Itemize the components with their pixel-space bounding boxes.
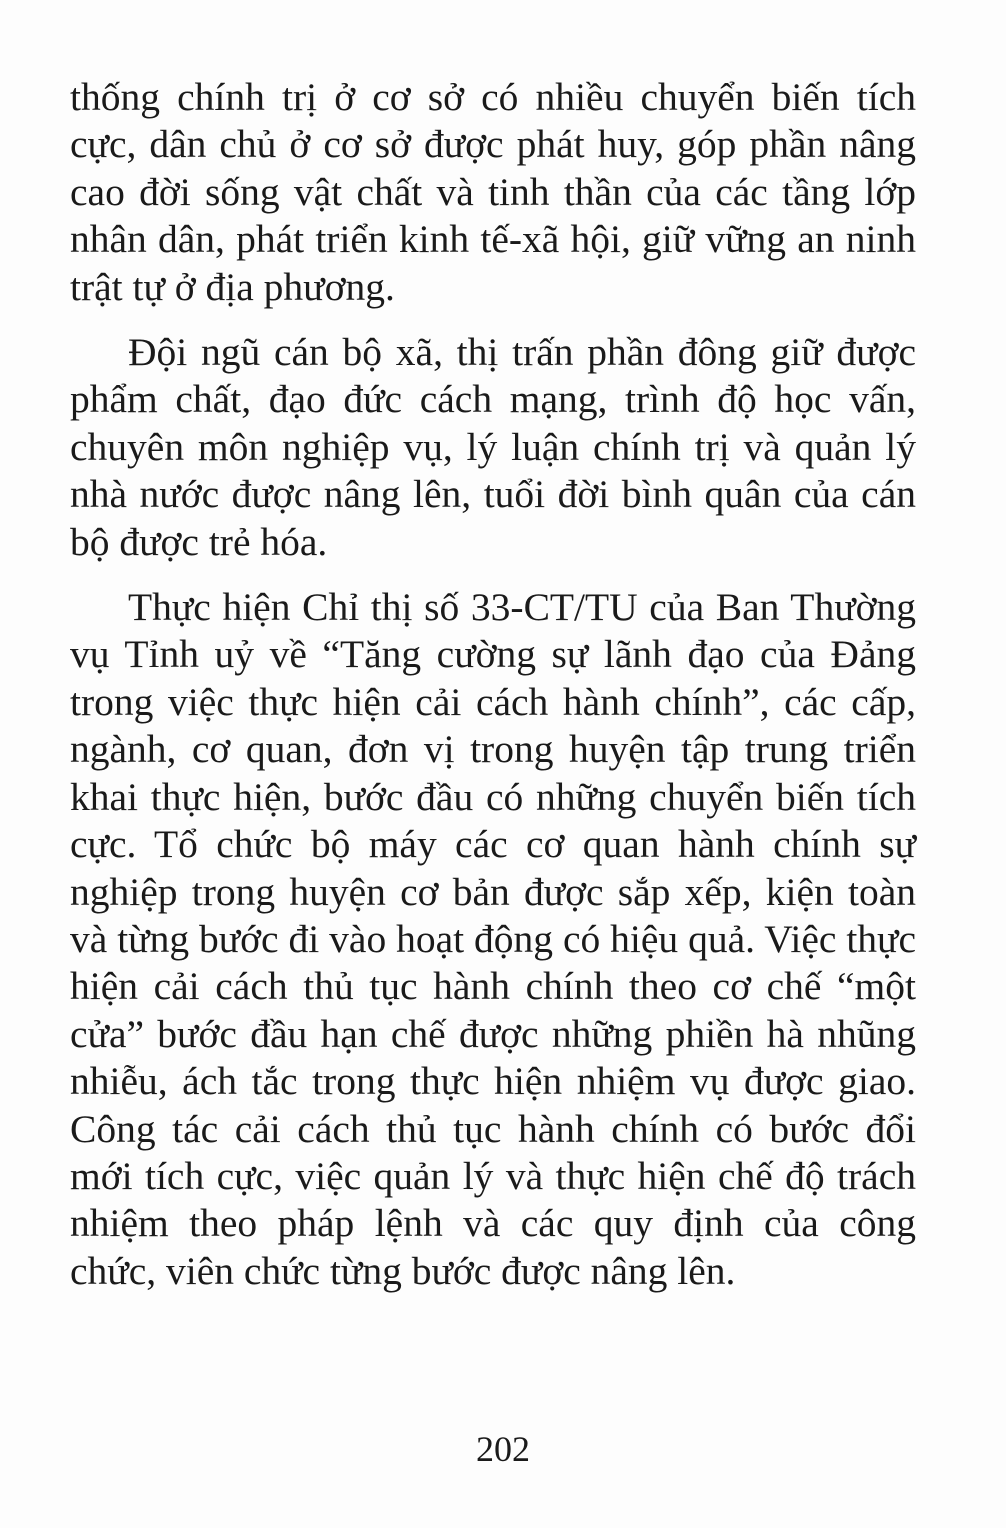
body-text	[70, 74, 916, 1313]
paragraph-continuation: thống chính trị ở cơ sở có nhiều chuyển biến tích cực, dân chủ ở cơ sở được phát huy, góp phần nâng cao đời sống vật chất và tinh thần của các tầng lớp nhân dân, phát triển kinh tế-xã hội, giữ vững an ninh trật tự ở địa phương.	[70, 75, 916, 309]
paragraph-admin-reform: Thực hiện Chỉ thị số 33-CT/TU của Ban Thường vụ Tỉnh uỷ về “Tăng cường sự lãnh đạo của Đảng trong việc thực hiện cải cách hành chính”, các cấp, ngành, cơ quan, đơn vị trong huyện tập trung triển khai thực hiện, bước đầu có những chuyển biến tích cực. Tổ chức bộ máy các cơ quan hành chính sự nghiệp trong huyện cơ bản được sắp xếp, kiện toàn và từng bước đi vào hoạt động có hiệu quả. Việc thực hiện cải cách thủ tục hành chính theo cơ chế “một cửa” bước đầu hạn chế được những phiền hà nhũng nhiễu, ách tắc trong thực hiện nhiệm vụ được giao. Công tác cải cách thủ tục hành chính có bước đổi mới tích cực, việc quản lý và thực hiện chế độ trách nhiệm theo pháp lệnh và các quy định của công chức, viên chức từng bước được nâng lên.	[70, 585, 916, 1293]
paragraph-cadres: Đội ngũ cán bộ xã, thị trấn phần đông giữ được phẩm chất, đạo đức cách mạng, trình độ học vấn, chuyên môn nghiệp vụ, lý luận chính trị và quản lý nhà nước được nâng lên, tuổi đời bình quân của cán bộ được trẻ hóa.	[70, 330, 916, 564]
page-number: 202	[476, 1429, 530, 1469]
